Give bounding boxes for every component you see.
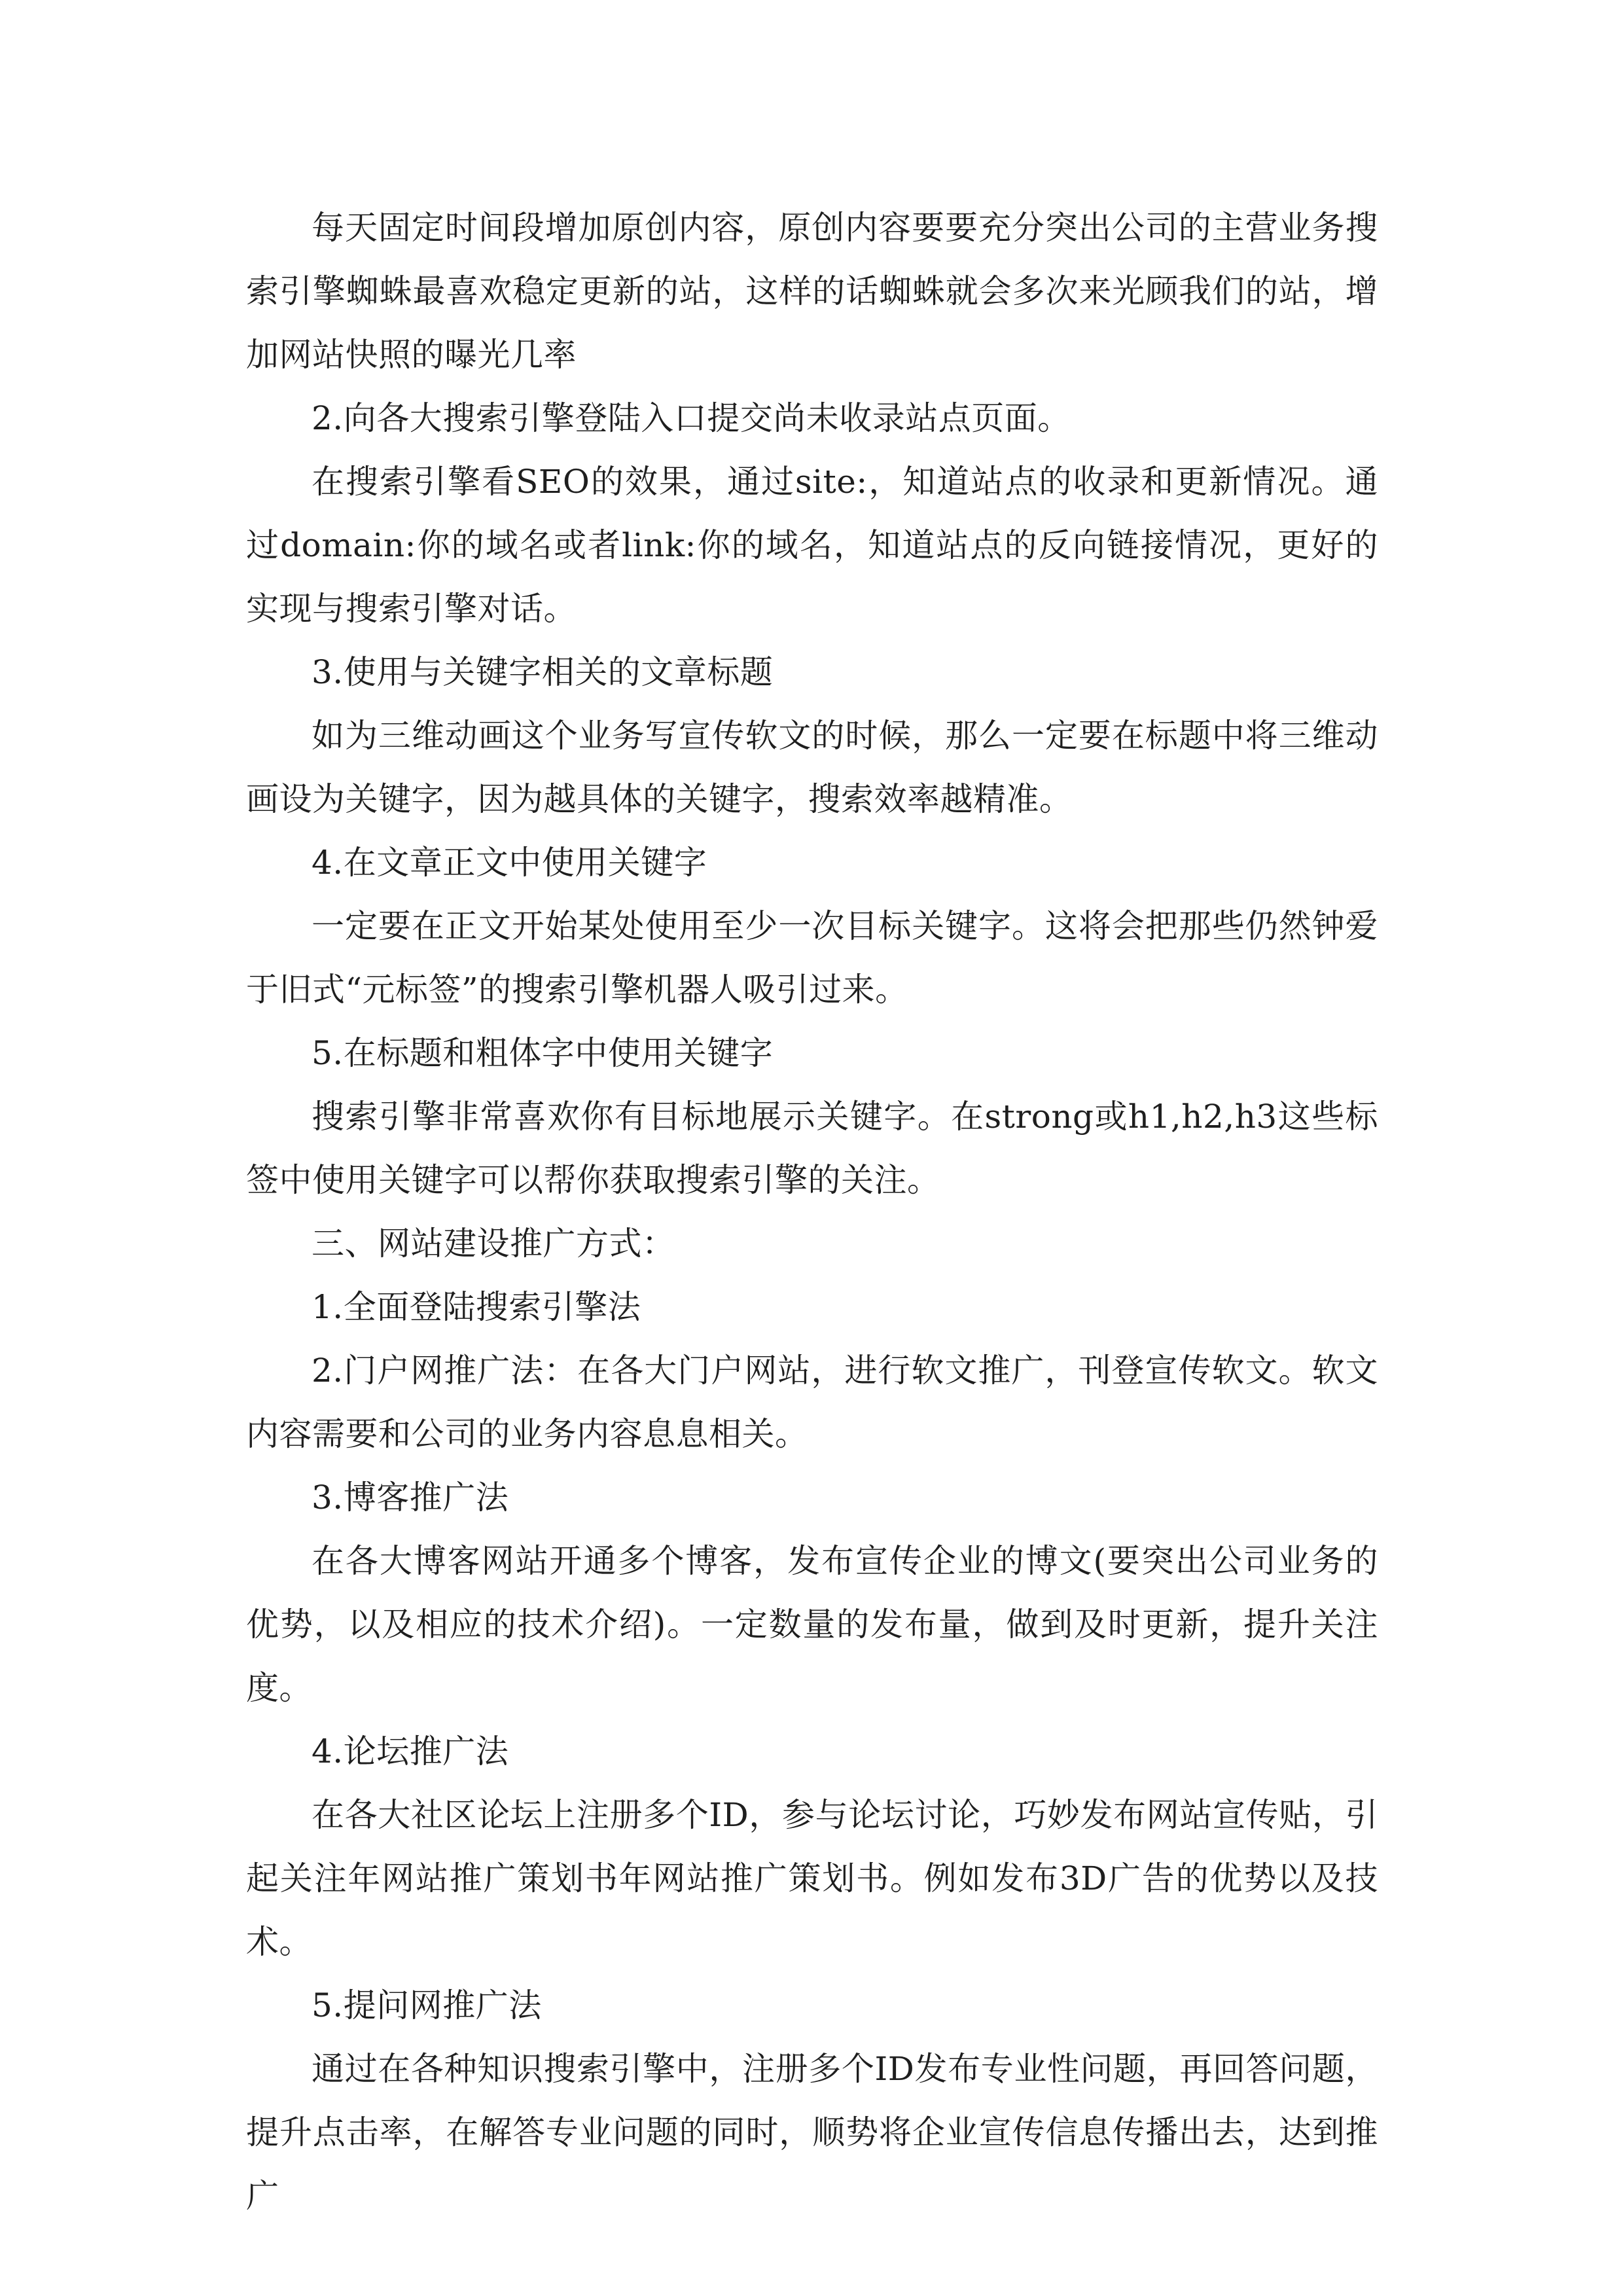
paragraph-keyword-body: 一定要在正文开始某处使用至少一次目标关键字。这将会把那些仍然钟爱于旧式“元标签”的搜索引擎机器人吸引过来。 (246, 907, 1378, 1009)
paragraph-blog-method: 在各大博客网站开通多个博客，发布宣传企业的博文(要突出公司业务的优势，以及相应的技术介绍)。一定数量的发布量，做到及时更新，提升关注度。 (246, 1542, 1378, 1707)
item-submit-search-engines: 2.向各大搜索引擎登陆入口提交尚未收录站点页面。 (312, 399, 1071, 437)
paragraph-keyword-bold: 搜索引擎非常喜欢你有目标地展示关键字。在strong或h1,h2,h3这些标签中使用关键字可以帮你获取搜索引擎的关注。 (246, 1098, 1378, 1199)
paragraph-seo-effect: 在搜索引擎看SEO的效果，通过site:，知道站点的收录和更新情况。通过domain:你的域名或者link:你的域名，知道站点的反向链接情况，更好的实现与搜索引擎对话。 (246, 463, 1378, 628)
item-keyword-body: 4.在文章正文中使用关键字 (312, 844, 707, 882)
item-blog-method: 3.博客推广法 (312, 1479, 509, 1516)
paragraph-keyword-title: 如为三维动画这个业务写宣传软文的时候，那么一定要在标题中将三维动画设为关键字，因为越具体的关键字，搜索效率越精准。 (246, 717, 1378, 818)
paragraph-original-content: 每天固定时间段增加原创内容，原创内容要要充分突出公司的主营业务搜索引擎蜘蛛最喜欢稳定更新的站，这样的话蜘蛛就会多次来光顾我们的站，增加网站快照的曝光几率 (246, 209, 1378, 374)
item-keyword-title: 3.使用与关键字相关的文章标题 (312, 653, 774, 691)
item-search-engine-method: 1.全面登陆搜索引擎法 (312, 1288, 641, 1326)
document-body (246, 196, 1378, 2228)
item-forum-method: 4.论坛推广法 (312, 1732, 509, 1770)
item-qa-method: 5.提问网推广法 (312, 1986, 542, 2024)
section-heading-promotion: 三、网站建设推广方式： (312, 1225, 675, 1263)
paragraph-qa-method: 通过在各种知识搜索引擎中，注册多个ID发布专业性问题，再回答问题，提升点击率，在解答专业问题的同时，顺势将企业宣传信息传播出去，达到推广 (246, 2050, 1378, 2215)
item-keyword-bold: 5.在标题和粗体字中使用关键字 (312, 1034, 774, 1072)
paragraph-forum-method: 在各大社区论坛上注册多个ID，参与论坛讨论，巧妙发布网站宣传贴，引起关注年网站推广策划书年网站推广策划书。例如发布3D广告的优势以及技术。 (246, 1796, 1378, 1961)
paragraph-portal-method: 2.门户网推广法：在各大门户网站，进行软文推广，刊登宣传软文。软文内容需要和公司的业务内容息息相关。 (246, 1352, 1378, 1453)
